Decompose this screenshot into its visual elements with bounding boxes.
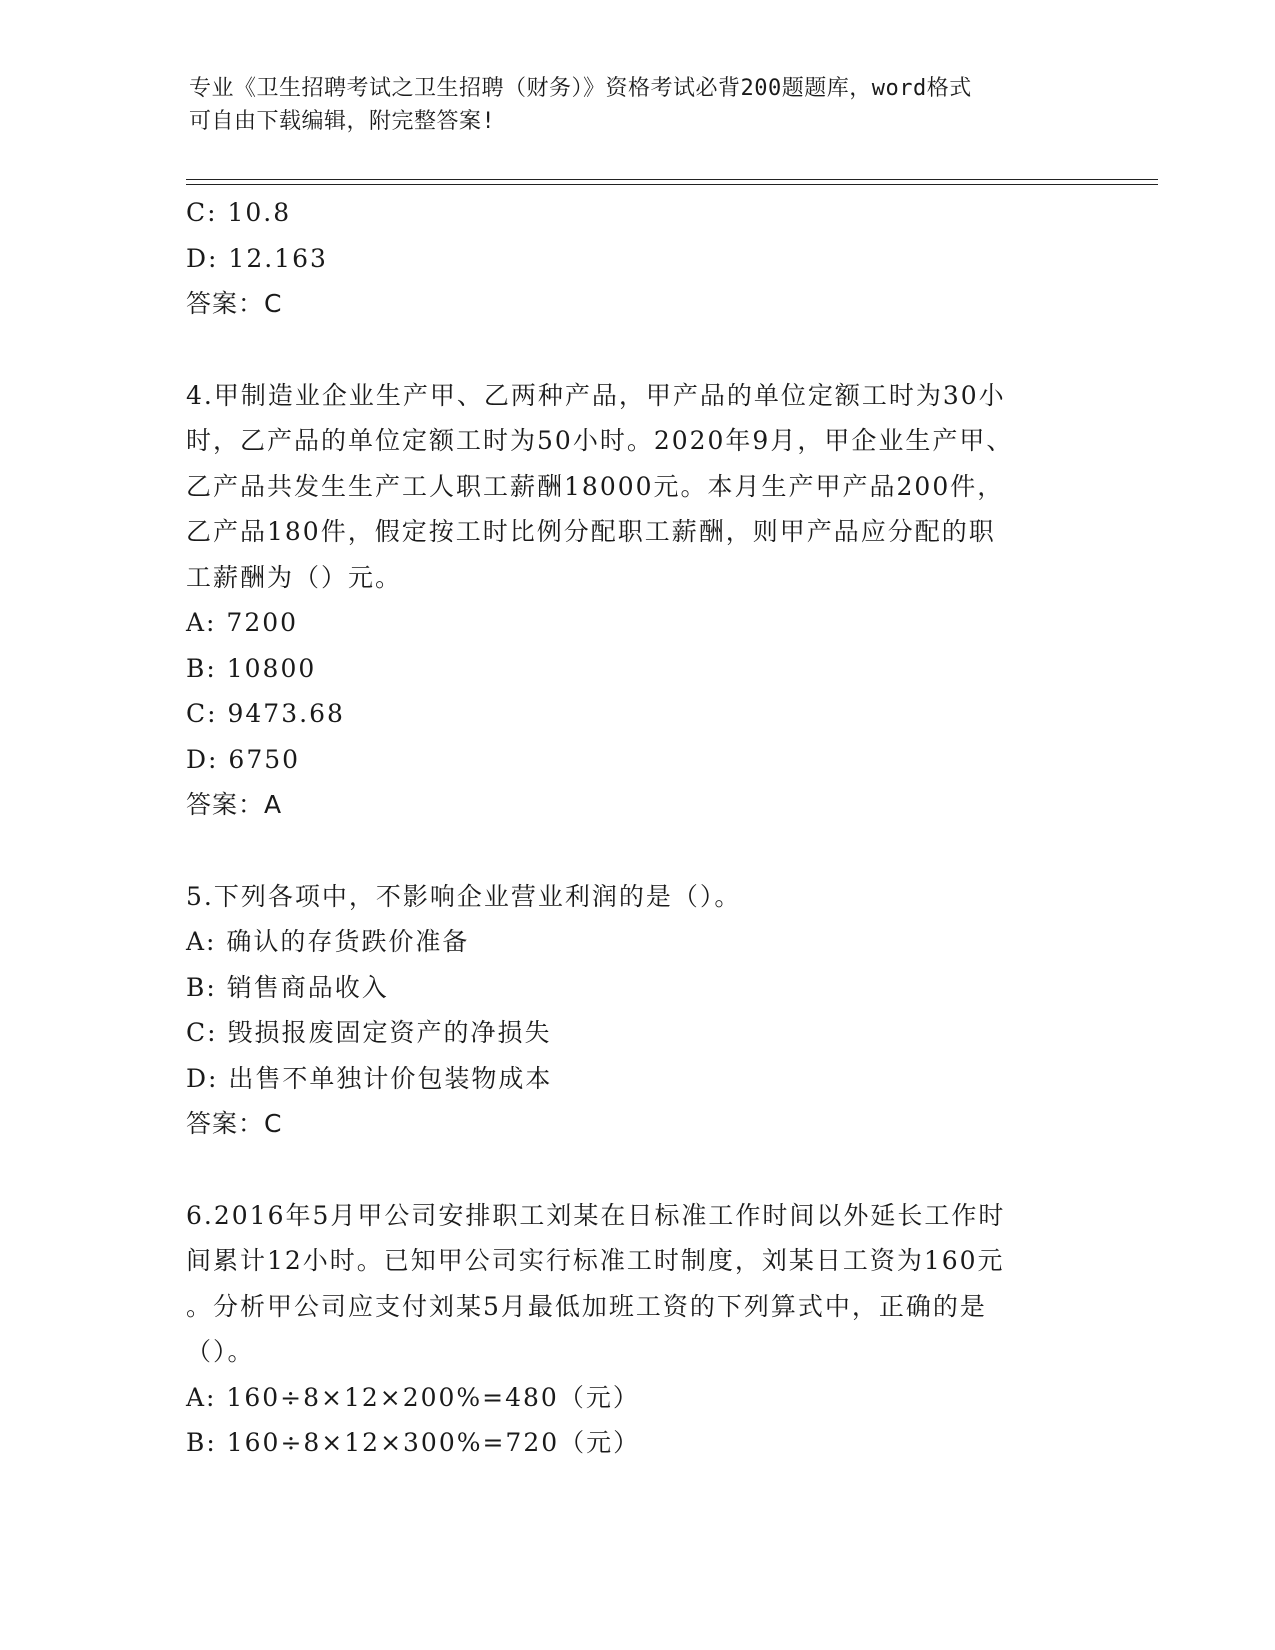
document-header [189, 72, 1079, 138]
question-text-line: 工薪酬为（）元。 [186, 562, 403, 592]
header-divider-top [186, 179, 1158, 180]
question-text-line: 时，乙产品的单位定额工时为50小时。2020年9月，甲企业生产甲、 [186, 426, 1014, 455]
option-a: A: 160÷8×12×200%=480（元） [186, 1382, 640, 1412]
question-text-line: 乙产品180件，假定按工时比例分配职工薪酬，则甲产品应分配的职 [186, 517, 996, 546]
question-4 [186, 373, 1086, 828]
option-d: D: 出售不单独计价包装物成本 [186, 1063, 553, 1093]
option-a: A: 确认的存货跌价准备 [186, 927, 470, 956]
question-text-line: 5.下列各项中，不影响企业营业利润的是（）。 [186, 881, 742, 911]
question-3 [186, 190, 1086, 327]
option-c: C: 9473.68 [186, 699, 345, 728]
header-line-2: 可自由下载编辑，附完整答案! [189, 109, 496, 134]
question-text-line: 乙产品共发生生产工人职工薪酬18000元。本月生产甲产品200件， [186, 471, 1005, 501]
question-text-line: 。分析甲公司应支付刘某5月最低加班工资的下列算式中，正确的是 [186, 1291, 987, 1321]
option-a: A: 7200 [186, 608, 299, 637]
option-b: B: 160÷8×12×300%=720（元） [186, 1428, 641, 1457]
question-5 [186, 874, 1086, 1147]
question-6 [186, 1193, 1086, 1466]
option-c: C: 毁损报废固定资产的净损失 [186, 1018, 552, 1047]
spacer [186, 327, 1086, 373]
answer: 答案：C [186, 1109, 283, 1138]
spacer [186, 1147, 1086, 1193]
option-d: D: 6750 [186, 744, 301, 774]
option-c: C: 10.8 [186, 198, 292, 227]
question-text-line: （）。 [186, 1337, 255, 1366]
header-line-1: 专业《卫生招聘考试之卫生招聘（财务）》资格考试必背200题题库，word格式 [189, 76, 972, 101]
question-text-line: 4.甲制造业企业生产甲、乙两种产品，甲产品的单位定额工时为30小 [186, 380, 1006, 410]
header-divider-bottom [186, 184, 1158, 185]
option-b: B: 10800 [186, 653, 317, 683]
option-d: D: 12.163 [186, 243, 328, 273]
question-list [186, 190, 1086, 1466]
question-text-line: 6.2016年5月甲公司安排职工刘某在日标准工作时间以外延长工作时 [186, 1200, 1006, 1230]
spacer [186, 828, 1086, 874]
question-text-line: 间累计12小时。已知甲公司实行标准工时制度，刘某日工资为160元 [186, 1246, 1005, 1275]
option-b: B: 销售商品收入 [186, 972, 389, 1002]
answer: 答案：A [186, 790, 283, 819]
answer: 答案：C [186, 289, 283, 318]
